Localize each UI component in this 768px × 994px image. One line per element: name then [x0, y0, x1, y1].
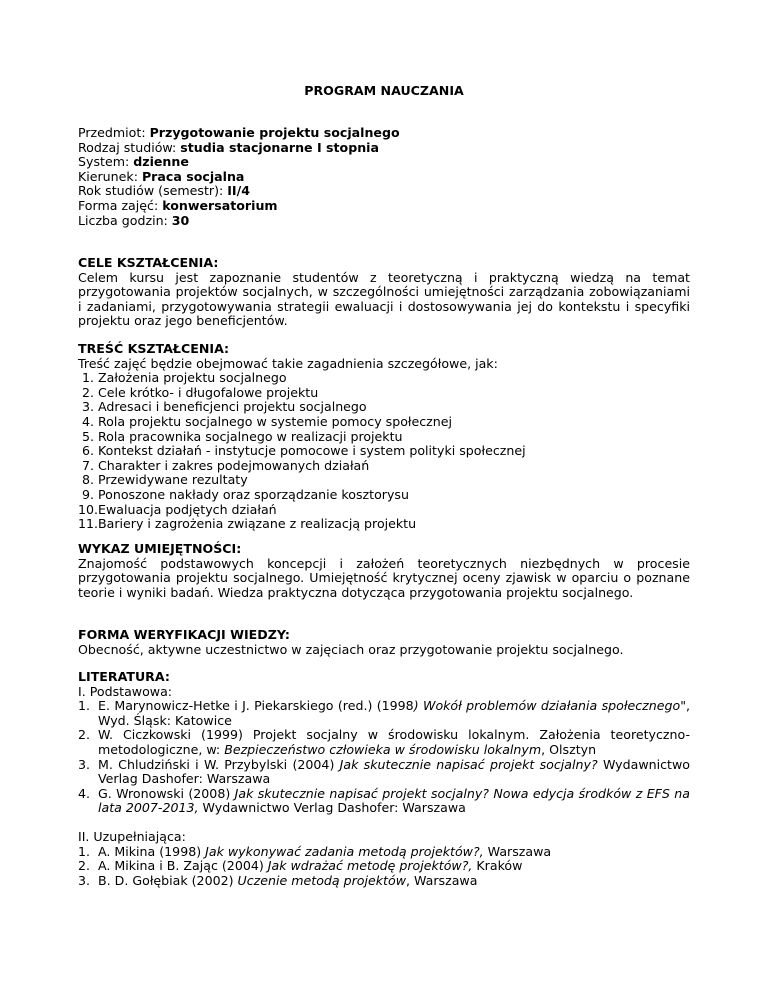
section-heading: WYKAZ UMIEJĘTNOŚCI: — [78, 541, 242, 556]
meta-label: Kierunek: — [78, 168, 142, 184]
section-heading: FORMA WERYFIKACJI WIEDZY: — [78, 627, 290, 642]
section-text: Obecność, aktywne uczestnictwo w zajęciach oraz przygotowanie projektu socjalnego. — [78, 641, 624, 657]
meta-label: Forma zajęć: — [78, 197, 163, 213]
list-item: 8. Przewidywane rezultaty — [81, 472, 248, 488]
section-heading: CELE KSZTAŁCENIA: — [78, 255, 219, 270]
literature-item: 4. G. Wronowski (2008) Jak skutecznie napisać projekt socjalny? Nowa edycja środków z EFS na lata 2007-2013, Wydawnictwo Verlag Dashofer: Warszawa — [78, 785, 690, 816]
document-title: PROGRAM NAUCZANIA — [304, 83, 464, 98]
meta-value: 30 — [171, 212, 190, 228]
list-item: 9. Ponoszone nakłady oraz sporządzanie kosztorysu — [81, 486, 409, 502]
meta-label: Rok studiów (semestr): — [78, 183, 228, 199]
meta-row — [78, 184, 690, 199]
literature-item: 2. W. Ciczkowski (1999) Projekt socjalny w środowisku lokalnym. Założenia teoretyczno-metodologiczne, w: Bezpieczeństwo człowieka w środowisku lokalnym, Olsztyn — [78, 727, 690, 757]
meta-value: Praca socjalna — [141, 168, 245, 184]
section-heading: TREŚĆ KSZTAŁCENIA: — [78, 341, 230, 356]
section-tresc — [78, 342, 690, 532]
list-item: 6. Kontekst działań - instytucje pomocowe i system polityki społecznej — [81, 443, 526, 459]
meta-label: System: — [78, 154, 134, 170]
list-item: 11. Bariery i zagrożenia związane z realizacją projektu — [78, 516, 417, 532]
meta-value: dzienne — [133, 154, 189, 170]
meta-value: konwersatorium — [162, 197, 278, 213]
meta-label: Rodzaj studiów: — [78, 139, 181, 155]
literature-item: 2. A. Mikina i B. Zając (2004) Jak wdrażać metodę projektów?, Kraków — [78, 858, 523, 874]
section-heading: LITERATURA: — [78, 669, 170, 684]
list-item: 1. Założenia projektu socjalnego — [81, 370, 287, 386]
list-item: 3. Adresaci i beneficjenci projektu socjalnego — [81, 399, 367, 415]
meta-row — [78, 141, 690, 156]
meta-value: Przygotowanie projektu socjalnego — [149, 125, 400, 140]
list-item: 7. Charakter i zakres podejmowanych działań — [81, 457, 370, 473]
section-text: Celem kursu jest zapoznanie studentów z teoretyczną i praktyczną wiedzą na temat przygotowania projektów socjalnych, w szczególności umiejętności zarządzania zobowiązaniami i zadaniami, przygotowywania strategii ewaluacji i dostosowywania jej do kontekstu i specyfiki projektu oraz jego beneficjentów. — [78, 269, 690, 329]
literature-basic-label: I. Podstawowa: — [78, 683, 173, 699]
literature-item: 1. A. Mikina (1998) Jak wykonywać zadania metodą projektów?, Warszawa — [78, 843, 552, 859]
meta-row — [78, 170, 690, 185]
course-metadata — [78, 126, 690, 228]
literature-item: 1. E. Marynowicz-Hetke i J. Piekarskiego (red.) (1998) Wokół problemów działania społecznego", Wyd. Śląsk: Katowice — [78, 698, 690, 728]
list-item: 4. Rola projektu socjalnego w systemie pomocy społecznej — [81, 413, 452, 429]
meta-row — [78, 214, 690, 229]
meta-row — [78, 199, 690, 214]
section-weryfikacja — [78, 628, 690, 657]
section-text: Znajomość podstawowych koncepcji i założeń teoretycznych niezbędnych w procesie przygotowania projektu socjalnego. Umiejętność krytycznej oceny zjawisk w oparciu o poznane teorie i wyniki badań. Wiedza praktyczna dotycząca przygotowania projektu socjalnego. — [78, 555, 690, 600]
section-cele — [78, 256, 690, 329]
section-literatura — [78, 670, 690, 888]
literature-item: 3. B. D. Gołębiak (2002) Uczenie metodą projektów, Warszawa — [78, 872, 478, 888]
meta-row — [78, 155, 690, 170]
literature-extra-label: II. Uzupełniająca: — [78, 828, 186, 844]
section-umiejetnosci — [78, 542, 690, 600]
meta-value: II/4 — [227, 183, 250, 199]
topic-list — [78, 371, 690, 532]
literature-item: 3. M. Chludziński i W. Przybylski (2004) Jak skutecznie napisać projekt socjalny? Wydawnictwo Verlag Dashofer: Warszawa — [78, 756, 690, 787]
list-item: 5. Rola pracownika socjalnego w realizacji projektu — [81, 428, 403, 444]
list-item: 2. Cele krótko- i długofalowe projektu — [81, 384, 319, 400]
meta-value: studia stacjonarne I stopnia — [180, 139, 379, 155]
list-item: 10. Ewaluacja podjętych działań — [78, 501, 277, 517]
meta-label: Liczba godzin: — [78, 212, 172, 228]
meta-row — [78, 126, 690, 141]
section-intro: Treść zajęć będzie obejmować takie zagadnienia szczegółowe, jak: — [78, 355, 498, 371]
meta-label: Przedmiot: — [78, 125, 150, 140]
